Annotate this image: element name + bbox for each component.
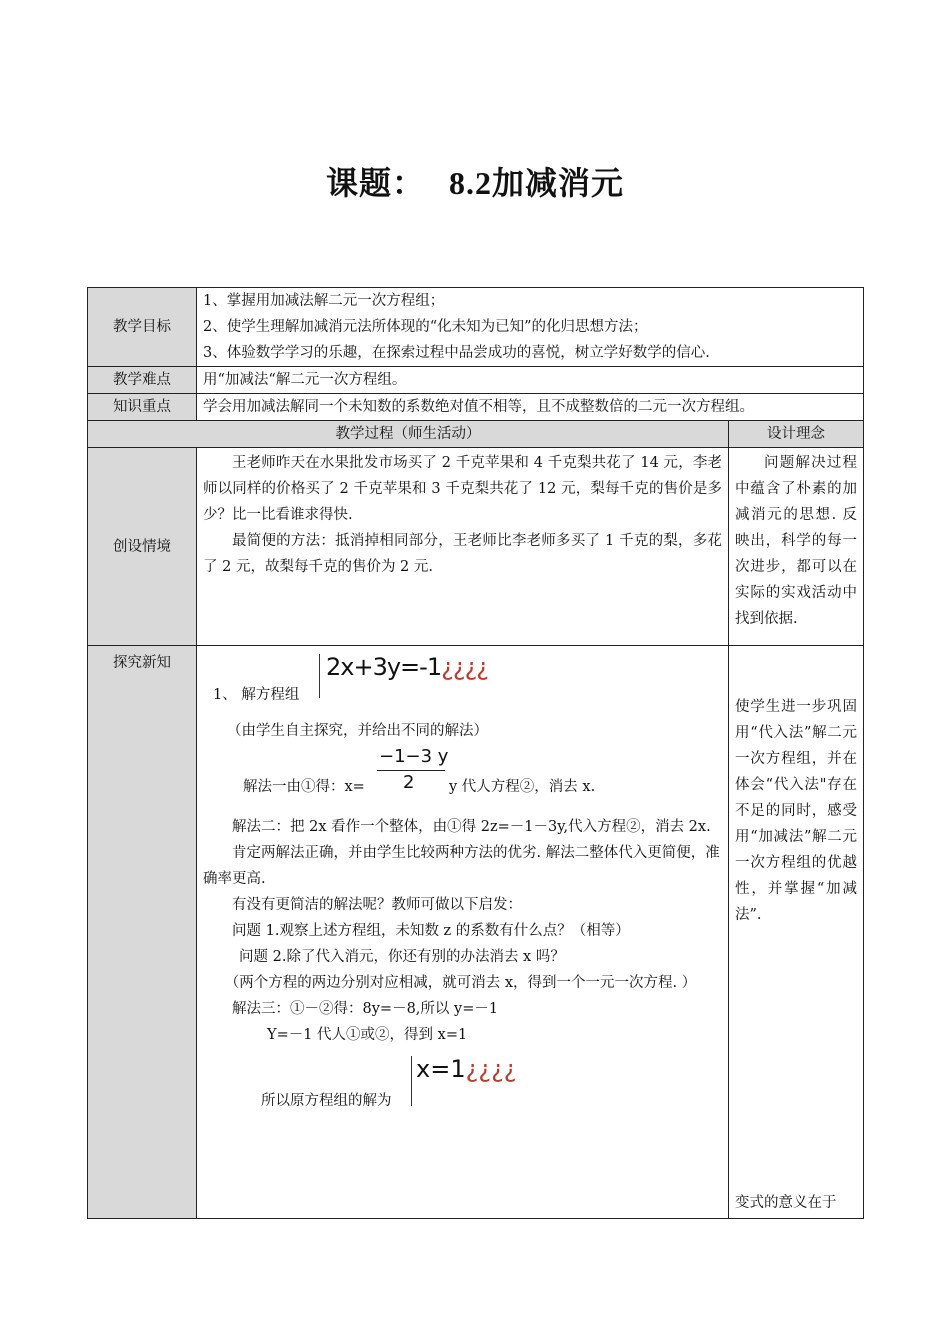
key-point-label: 知识重点 (88, 394, 197, 421)
process-header: 教学过程（师生活动） (88, 421, 729, 448)
difficulty-label: 教学难点 (88, 367, 197, 394)
goal-item: 2、使学生理解加减消元法所体现的“化未知为已知”的化归思想方法； (203, 319, 648, 335)
lesson-plan-table (87, 287, 864, 1219)
fraction-numerator: −1−3 y (379, 746, 449, 767)
scenario-content (197, 448, 729, 646)
question-1: 问题 1.观察上述方程组，未知数 z 的系数有什么点？（相等） (232, 923, 630, 939)
solution-equation (411, 1056, 517, 1106)
scenario-label: 创设情境 (88, 448, 197, 646)
title-name: 加减消元 (492, 164, 625, 202)
method1-post: y 代人方程②，消去 x. (449, 779, 596, 795)
prompt: 有没有更简洁的解法呢？教师可做以下启发： (232, 897, 522, 913)
affirm: 肯定两解法正确，并由学生比较两种方法的优劣. 解法二整体代入更简便，准确率更高. (203, 845, 720, 887)
method1-fraction (203, 744, 722, 796)
explore-row (88, 646, 864, 1219)
scenario-para: 王老师昨天在水果批发市场买了 2 千克苹果和 4 千克梨共花了 14 元，李老师以同样的价格买了 2 千克苹果和 3 千克梨共花了 12 元，梨每千克的售价是多少？比一比看谁求得快. (203, 455, 722, 523)
scenario-row (88, 448, 864, 646)
explore-design-continued: 变式的意义在于 (735, 1195, 837, 1211)
goals-row (88, 288, 864, 367)
difficulty-text: 用“加减法“解二元一次方程组。 (197, 367, 864, 394)
difficulty-row (88, 367, 864, 394)
header-row (88, 421, 864, 448)
design-header: 设计理念 (729, 421, 864, 448)
scenario-para: 最简便的方法：抵消掉相同部分，王老师比李老师多买了 1 千克的梨，多花了 2 元，故梨每千克的售价为 2 元. (203, 533, 722, 575)
method1-pre: 解法一由①得：x= (243, 779, 365, 795)
key-point-row (88, 394, 864, 421)
equation-label: 1、 解方程组 (213, 687, 300, 703)
goal-item: 1、掌握用加减法解二元一次方程组； (203, 293, 445, 309)
equation-garble: ¿¿¿¿ (441, 653, 489, 681)
solution-garble: ¿¿¿¿ (465, 1055, 517, 1083)
solution (203, 1048, 722, 1122)
solution-label: 所以原方程组的解为 (261, 1093, 392, 1109)
equation (319, 654, 488, 698)
note-line: （由学生自主探究，并给出不同的解法） (227, 723, 488, 739)
explore-design-text: 使学生进一步巩固用“代入法”解二元一次方程组，并在体会“代入法"存在不足的同时，感受用“加减法”解二元一次方程组的优越性，并掌握“加减法”. (735, 699, 857, 923)
solution-text: x=1 (416, 1055, 466, 1083)
fraction-denominator: 2 (403, 772, 415, 793)
goals-label: 教学目标 (88, 288, 197, 367)
question-2-note: （两个方程的两边分别对应相减，就可消去 x，得到一个一元一次方程. ） (224, 975, 697, 991)
goals-content (197, 288, 864, 367)
question-2: 问题 2.除了代入消元，你还有别的办法消去 x 吗？ (239, 949, 565, 965)
method2: 解法二：把 2x 看作一个整体，由①得 2z=－1－3y,代入方程②，消去 2x. (232, 819, 711, 835)
explore-content (197, 646, 729, 1219)
title-prefix: 课题： (325, 164, 425, 202)
scenario-design: 问题解决过程中蕴含了朴素的加减消元的思想. 反映出，科学的每一次进步，都可以在实际的实戏活动中找到依据. (729, 448, 864, 646)
explore-label: 探究新知 (88, 646, 197, 1219)
key-point-text: 学会用加减法解同一个未知数的系数绝对值不相等，且不成整数倍的二元一次方程组。 (197, 394, 864, 421)
equation-system (203, 646, 722, 718)
title-number: 8.2 (449, 165, 492, 201)
goal-item: 3、体验数学学习的乐趣，在探索过程中品尝成功的喜悦，树立学好数学的信心. (203, 345, 710, 361)
method3: 解法三：①－②得：8y=－8,所以 y=－1 (232, 1001, 499, 1017)
explore-design (729, 646, 864, 1219)
method3-sub: Y=－1 代人①或②，得到 x=1 (267, 1027, 468, 1043)
page-title (0, 158, 950, 204)
equation-text: 2x+3y=-1 (326, 653, 442, 681)
